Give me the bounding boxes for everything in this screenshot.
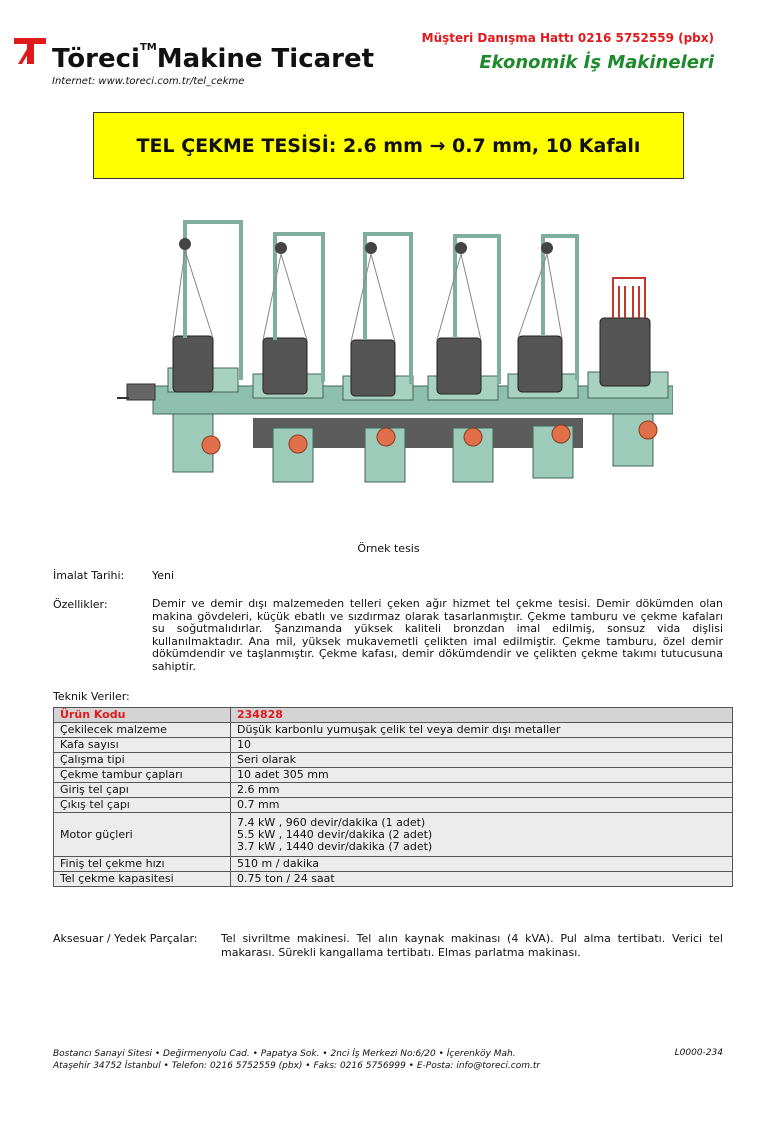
- table-row: [54, 798, 733, 813]
- spec-value: Düşük karbonlu yumuşak çelik tel veya demir dışı metaller: [231, 723, 733, 738]
- spec-value: 2.6 mm: [231, 783, 733, 798]
- wire-drawing-machine-image: [113, 208, 673, 490]
- brand-word: Töreci: [52, 44, 140, 74]
- slogan: Ekonomik İş Makineleri: [479, 52, 714, 73]
- page-title: TEL ÇEKME TESİSİ: 2.6 mm → 0.7 mm, 10 Kafalı: [136, 134, 641, 157]
- spec-table: [53, 707, 733, 887]
- manufacture-date-value: Yeni: [152, 569, 175, 582]
- spec-key: Kafa sayısı: [54, 738, 231, 753]
- product-code-label: Ürün Kodu: [54, 708, 231, 723]
- trademark: TM: [139, 42, 157, 53]
- spec-key: Çalışma tipi: [54, 753, 231, 768]
- spec-key: Çekme tambur çapları: [54, 768, 231, 783]
- spec-key: Finiş tel çekme hızı: [54, 857, 231, 872]
- toreci-logo-icon: [14, 38, 54, 64]
- spec-value: 0.75 ton / 24 saat: [231, 872, 733, 887]
- brand-name: [52, 44, 374, 74]
- brand-suffix: Makine Ticaret: [156, 44, 375, 74]
- table-row: [54, 872, 733, 887]
- product-code-value: 234828: [231, 708, 733, 723]
- customer-hotline: Müşteri Danışma Hattı 0216 5752559 (pbx): [421, 31, 714, 45]
- footer-line: Ataşehir 34752 İstanbul • Telefon: 0216 5752559 (pbx) • Faks: 0216 5756999 • E-Posta: info@toreci.com.tr: [53, 1061, 541, 1071]
- spec-value-motor: [231, 813, 733, 857]
- website-link[interactable]: Internet: www.toreci.com.tr/tel_cekme: [52, 76, 245, 87]
- motor-line: 7.4 kW , 960 devir/dakika (1 adet): [237, 815, 426, 829]
- title-banner: [93, 112, 684, 179]
- accessories-text: Tel sivriltme makinesi. Tel alın kaynak makinası (4 kVA). Pul alma tertibatı. Verici tel makarası. Sürekli kangallama tertibatı. Elmas parlatma makinası.: [221, 932, 723, 959]
- table-row: [54, 857, 733, 872]
- features-label: Özellikler:: [53, 598, 108, 611]
- spec-value: 10: [231, 738, 733, 753]
- document-code: L0000-234: [674, 1048, 723, 1058]
- spec-value: 0.7 mm: [231, 798, 733, 813]
- table-row: [54, 723, 733, 738]
- table-row: [54, 768, 733, 783]
- motor-line: 5.5 kW , 1440 devir/dakika (2 adet): [237, 827, 433, 841]
- spec-key: Tel çekme kapasitesi: [54, 872, 231, 887]
- tech-data-label: Teknik Veriler:: [53, 690, 130, 703]
- spec-key: Motor güçleri: [54, 813, 231, 857]
- spec-key: Giriş tel çapı: [54, 783, 231, 798]
- photo-caption: Örnek tesis: [357, 542, 420, 555]
- spec-value: Seri olarak: [231, 753, 733, 768]
- spec-key: Çıkış tel çapı: [54, 798, 231, 813]
- table-row: [54, 708, 733, 723]
- spec-key: Çekilecek malzeme: [54, 723, 231, 738]
- table-row: [54, 783, 733, 798]
- footer-line: Bostancı Sanayi Sitesi • Değirmenyolu Cad. • Papatya Sok. • 2nci İş Merkezi No:6/20 • İçerenköy Mah.: [53, 1049, 516, 1059]
- table-row: [54, 813, 733, 857]
- features-text: Demir ve demir dışı malzemeden telleri çeken ağır hizmet tel çekme tesisi. Demir dökümden olan makina gövdeleri, küçük ebatlı ve sızdırmaz olarak tasarlanmıştır. Çekme tamburu ve çekme kafaları su soğutmalıdırlar. Şanzımanda yüksek kaliteli bronzdan imal edilmiş, sonsuz vida dişlisi kullanılmaktadır. Ana mil, yüksek mukavemetli çelikten imal edilmiştir. Çekme tamburu, özel demir dökümdendir ve taşlanmıştır. Çekme kafası, demir dökümdendir ve çelikten çekme takımı tutucusuna sahiptir.: [152, 597, 723, 673]
- manufacture-date-label: İmalat Tarihi:: [53, 569, 125, 582]
- motor-line: 3.7 kW , 1440 devir/dakika (7 adet): [237, 839, 433, 853]
- table-row: [54, 738, 733, 753]
- spec-value: 510 m / dakika: [231, 857, 733, 872]
- footer-address: [53, 1048, 540, 1072]
- table-row: [54, 753, 733, 768]
- spec-value: 10 adet 305 mm: [231, 768, 733, 783]
- accessories-label: Aksesuar / Yedek Parçalar:: [53, 932, 198, 945]
